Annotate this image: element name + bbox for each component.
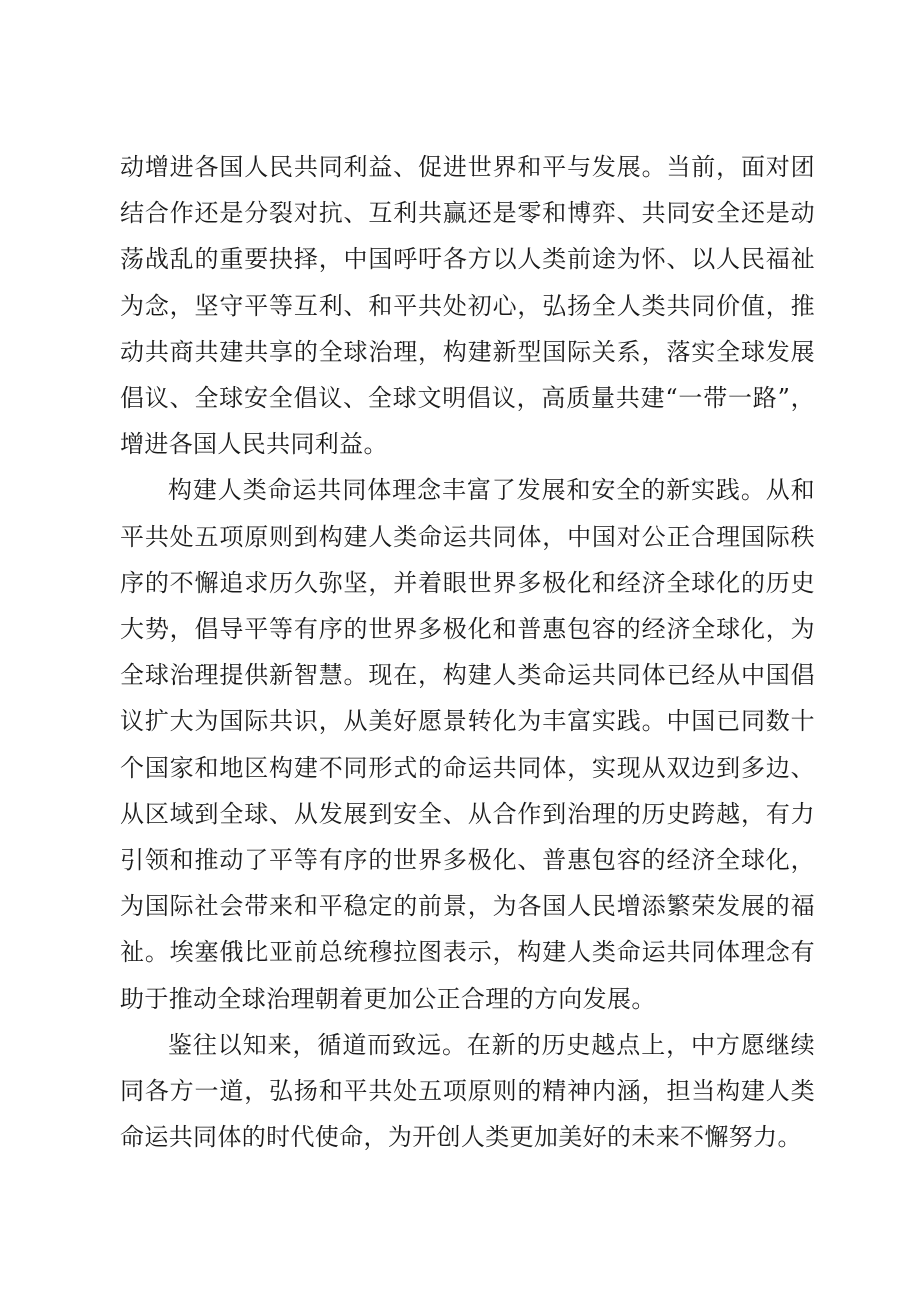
article-body [120,144,815,1160]
paragraph-continuation: 动增进各国人民共同利益、促进世界和平与发展。当前，面对团结合作还是分裂对抗、互利共赢还是零和博弈、共同安全还是动荡战乱的重要抉择，中国呼吁各方以人类前途为怀、以人民福祉为念，坚守平等互利、和平共处初心，弘扬全人类共同价值，推动共商共建共享的全球治理，构建新型国际关系，落实全球发展倡议、全球安全倡议、全球文明倡议，高质量共建“一带一路”，增进各国人民共同利益。 [120,153,815,459]
paragraph-conclusion: 鉴往以知来，循道而致远。在新的历史越点上，中方愿继续同各方一道，弘扬和平共处五项原则的精神内涵，担当构建人类命运共同体的时代使命，为开创人类更加美好的未来不懈努力。 [120,1030,815,1152]
paragraph-community-practice: 构建人类命运共同体理念丰富了发展和安全的新实践。从和平共处五项原则到构建人类命运共同体，中国对公正合理国际秩序的不懈追求历久弥坚，并着眼世界多极化和经济全球化的历史大势，倡导平等有序的世界多极化和普惠包容的经济全球化，为全球治理提供新智慧。现在，构建人类命运共同体已经从中国倡议扩大为国际共识，从美好愿景转化为丰富实践。中国已同数十个国家和地区构建不同形式的命运共同体，实现从双边到多边、从区域到全球、从发展到安全、从合作到治理的历史跨越，有力引领和推动了平等有序的世界多极化、普惠包容的经济全球化，为国际社会带来和平稳定的前景，为各国人民增添繁荣发展的福祉。埃塞俄比亚前总统穆拉图表示，构建人类命运共同体理念有助于推动全球治理朝着更加公正合理的方向发展。 [120,476,815,1013]
